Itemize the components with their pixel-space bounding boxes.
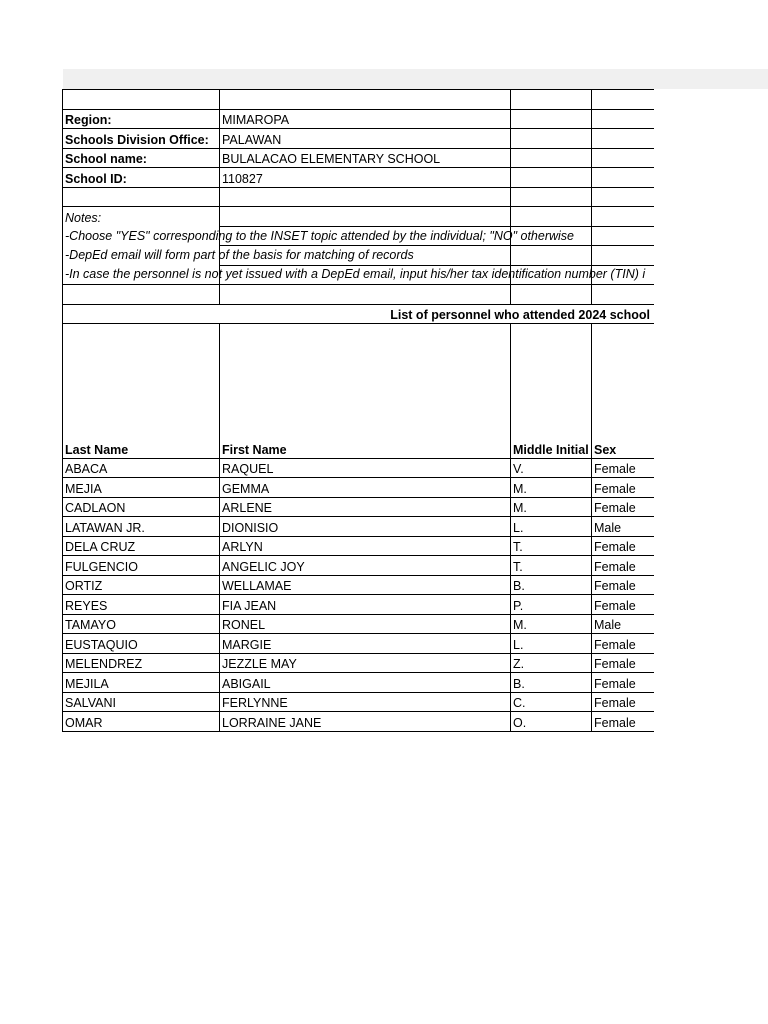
note-line-1-cell[interactable]: [63, 226, 574, 246]
sex-cell[interactable]: Female: [592, 673, 655, 693]
middle-initial-cell[interactable]: M.: [511, 497, 592, 517]
note-line-2-cell[interactable]: [63, 246, 414, 266]
cell[interactable]: [511, 285, 592, 305]
note-line-2: -DepEd email will form part of the basis for matching of records: [65, 248, 414, 262]
last-name-cell[interactable]: ORTIZ: [63, 575, 220, 595]
first-name-cell[interactable]: RONEL: [220, 614, 511, 634]
table-row: [63, 497, 655, 517]
table-row: [63, 458, 655, 478]
middle-initial-cell[interactable]: C.: [511, 692, 592, 712]
sex-cell[interactable]: Female: [592, 712, 655, 732]
cell[interactable]: [220, 90, 511, 110]
division-row: [63, 129, 655, 149]
blank-row: [63, 90, 655, 110]
sheet-top-band: [63, 69, 768, 89]
middle-initial-cell[interactable]: L.: [511, 634, 592, 654]
cell[interactable]: [592, 129, 655, 149]
col-header-first-name[interactable]: First Name: [220, 323, 511, 458]
school-name-row: [63, 148, 655, 168]
school-id-value[interactable]: 110827: [220, 168, 511, 188]
sex-cell[interactable]: Female: [592, 653, 655, 673]
last-name-cell[interactable]: MELENDREZ: [63, 653, 220, 673]
table-row: [63, 478, 655, 498]
banner-row: [63, 304, 655, 323]
middle-initial-cell[interactable]: V.: [511, 458, 592, 478]
first-name-cell[interactable]: WELLAMAE: [220, 575, 511, 595]
cell[interactable]: [220, 187, 511, 207]
school-id-row: [63, 168, 655, 188]
spreadsheet: [62, 89, 654, 732]
notes-heading-row: [63, 207, 655, 227]
sex-cell[interactable]: Male: [592, 614, 655, 634]
middle-initial-cell[interactable]: M.: [511, 614, 592, 634]
first-name-cell[interactable]: RAQUEL: [220, 458, 511, 478]
cell[interactable]: [592, 187, 655, 207]
last-name-cell[interactable]: LATAWAN JR.: [63, 517, 220, 537]
region-label[interactable]: Region:: [63, 109, 220, 129]
blank-row: [63, 187, 655, 207]
table-row: [63, 712, 655, 732]
table-row: [63, 692, 655, 712]
first-name-cell[interactable]: ARLYN: [220, 536, 511, 556]
note-line-1: -Choose "YES" corresponding to the INSET topic attended by the individual; "NO" otherwise: [65, 228, 574, 243]
cell[interactable]: [592, 90, 655, 110]
last-name-cell[interactable]: SALVANI: [63, 692, 220, 712]
cell[interactable]: [592, 168, 655, 188]
sex-cell[interactable]: Female: [592, 536, 655, 556]
school-id-label[interactable]: School ID:: [63, 168, 220, 188]
school-name-value[interactable]: BULALACAO ELEMENTARY SCHOOL: [220, 148, 511, 168]
sex-cell[interactable]: Female: [592, 692, 655, 712]
table-row: [63, 673, 655, 693]
first-name-cell[interactable]: ABIGAIL: [220, 673, 511, 693]
last-name-cell[interactable]: FULGENCIO: [63, 556, 220, 576]
note-row: [63, 226, 655, 246]
table-row: [63, 653, 655, 673]
note-line-3-cell[interactable]: [63, 265, 646, 285]
table-row: [63, 536, 655, 556]
middle-initial-cell[interactable]: B.: [511, 575, 592, 595]
cell[interactable]: [511, 168, 592, 188]
cell[interactable]: [592, 207, 655, 227]
middle-initial-cell[interactable]: P.: [511, 595, 592, 615]
cell[interactable]: [511, 90, 592, 110]
region-value[interactable]: MIMAROPA: [220, 109, 511, 129]
first-name-cell[interactable]: JEZZLE MAY: [220, 653, 511, 673]
last-name-cell[interactable]: CADLAON: [63, 497, 220, 517]
col-header-last-name[interactable]: Last Name: [63, 323, 220, 458]
blank-row: [63, 285, 655, 305]
school-name-label[interactable]: School name:: [63, 148, 220, 168]
middle-initial-cell[interactable]: Z.: [511, 653, 592, 673]
middle-initial-cell[interactable]: M.: [511, 478, 592, 498]
sex-cell[interactable]: Female: [592, 634, 655, 654]
last-name-cell[interactable]: MEJIA: [63, 478, 220, 498]
first-name-cell[interactable]: ARLENE: [220, 497, 511, 517]
first-name-cell[interactable]: FERLYNNE: [220, 692, 511, 712]
sex-cell[interactable]: Male: [592, 517, 655, 537]
division-value[interactable]: PALAWAN: [220, 129, 511, 149]
first-name-cell[interactable]: LORRAINE JANE: [220, 712, 511, 732]
cell[interactable]: [592, 246, 655, 266]
cell[interactable]: [592, 148, 655, 168]
cell[interactable]: [511, 187, 592, 207]
middle-initial-cell[interactable]: O.: [511, 712, 592, 732]
cell[interactable]: [511, 129, 592, 149]
cell[interactable]: [592, 285, 655, 305]
table-row: [63, 595, 655, 615]
cell[interactable]: [220, 285, 511, 305]
cell[interactable]: [63, 285, 220, 305]
last-name-cell[interactable]: OMAR: [63, 712, 220, 732]
first-name-cell[interactable]: DIONISIO: [220, 517, 511, 537]
sex-cell[interactable]: Female: [592, 478, 655, 498]
cell[interactable]: [511, 148, 592, 168]
first-name-cell[interactable]: FIA JEAN: [220, 595, 511, 615]
last-name-cell[interactable]: REYES: [63, 595, 220, 615]
table-row: [63, 614, 655, 634]
sex-cell[interactable]: Female: [592, 497, 655, 517]
personnel-sheet-table: [62, 89, 654, 732]
col-header-middle-initial[interactable]: Middle Initial: [511, 323, 592, 458]
col-header-sex[interactable]: Sex: [592, 323, 655, 458]
last-name-cell[interactable]: DELA CRUZ: [63, 536, 220, 556]
first-name-cell[interactable]: GEMMA: [220, 478, 511, 498]
middle-initial-cell[interactable]: B.: [511, 673, 592, 693]
middle-initial-cell[interactable]: T.: [511, 556, 592, 576]
list-banner[interactable]: List of personnel who attended 2024 school: [63, 304, 655, 323]
division-label[interactable]: Schools Division Office:: [63, 129, 220, 149]
cell[interactable]: [592, 109, 655, 129]
note-line-3: -In case the personnel is not yet issued with a DepEd email, input his/her tax identification number (TIN) i: [65, 267, 646, 281]
cell[interactable]: [220, 207, 511, 227]
cell[interactable]: [511, 246, 592, 266]
middle-initial-cell[interactable]: T.: [511, 536, 592, 556]
cell[interactable]: [511, 109, 592, 129]
table-row: [63, 556, 655, 576]
cell[interactable]: [63, 187, 220, 207]
last-name-cell[interactable]: EUSTAQUIO: [63, 634, 220, 654]
sex-cell[interactable]: Female: [592, 595, 655, 615]
cell[interactable]: [63, 90, 220, 110]
sex-cell[interactable]: Female: [592, 575, 655, 595]
table-row: [63, 575, 655, 595]
sex-cell[interactable]: Female: [592, 556, 655, 576]
region-row: [63, 109, 655, 129]
last-name-cell[interactable]: TAMAYO: [63, 614, 220, 634]
column-header-row: [63, 323, 655, 458]
table-row: [63, 634, 655, 654]
first-name-cell[interactable]: ANGELIC JOY: [220, 556, 511, 576]
note-row: [63, 265, 655, 285]
last-name-cell[interactable]: ABACA: [63, 458, 220, 478]
sex-cell[interactable]: Female: [592, 458, 655, 478]
first-name-cell[interactable]: MARGIE: [220, 634, 511, 654]
cell[interactable]: [511, 207, 592, 227]
note-row: [63, 246, 655, 266]
middle-initial-cell[interactable]: L.: [511, 517, 592, 537]
notes-heading[interactable]: Notes:: [63, 207, 220, 227]
cell[interactable]: [592, 226, 655, 246]
table-row: [63, 517, 655, 537]
last-name-cell[interactable]: MEJILA: [63, 673, 220, 693]
